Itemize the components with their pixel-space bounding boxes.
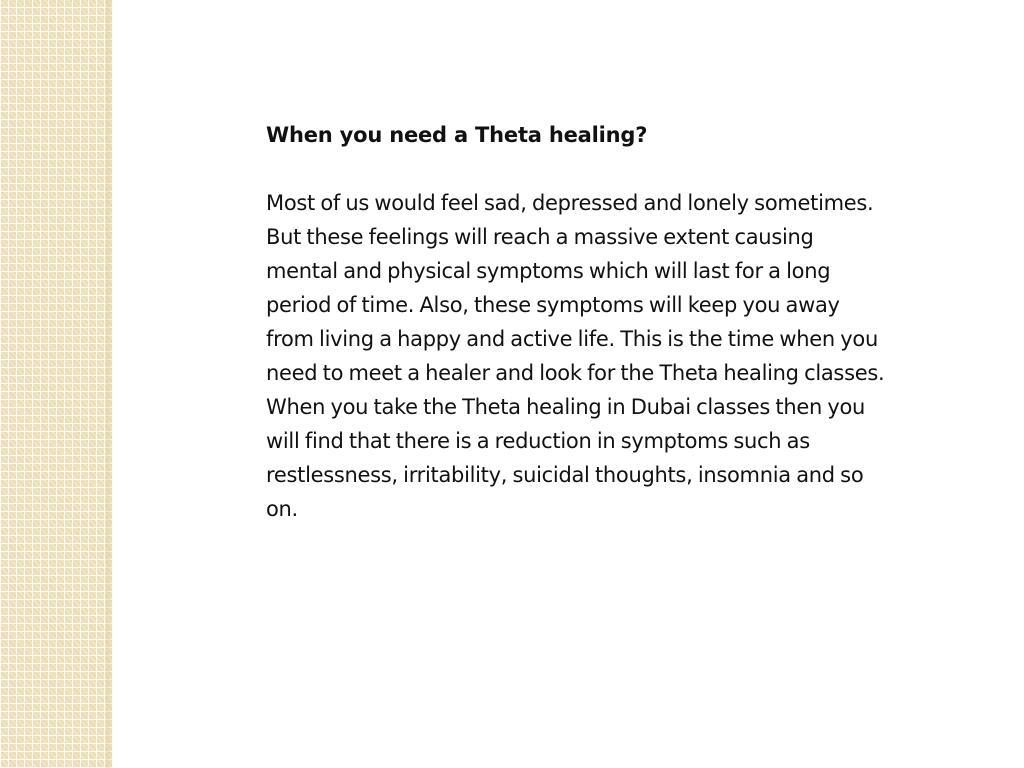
slide-content [266,118,886,526]
side-pattern-shadow [106,0,114,768]
decorative-side-pattern [0,0,112,768]
slide-heading: When you need a Theta healing? [266,123,648,147]
slide-body-text: Most of us would feel sad, depressed and lonely sometimes. But these feelings will reach a massive extent causing mental and physical symptoms which will last for a long period of time. Also, these symptoms will keep you away from living a happy and active life. This is the time when you need to meet a healer and look for the Theta healing classes. When you take the Theta healing in Dubai classes then you will find that there is a reduction in symptoms such as restlessness, irritability, suicidal thoughts, insomnia and so on. [266,191,885,521]
